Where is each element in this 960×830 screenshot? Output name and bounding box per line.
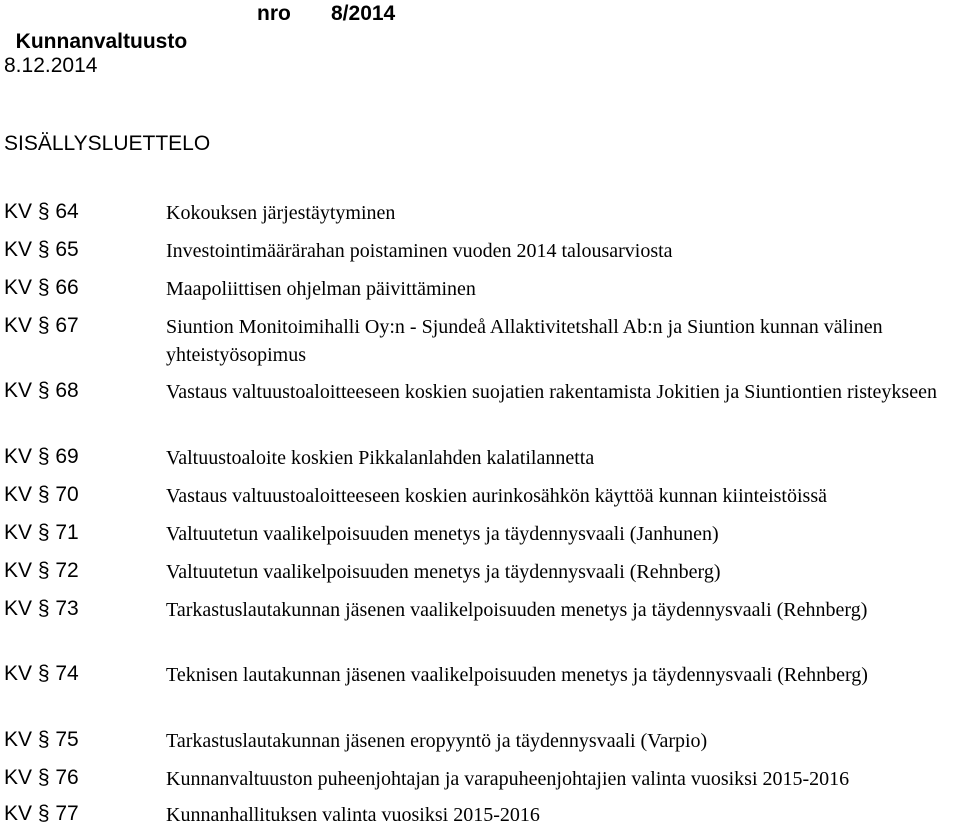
item-title: Kunnanhallituksen valinta vuosiksi 2015-2016 <box>166 804 540 826</box>
number-label: nro <box>257 2 291 25</box>
item-code: KV § 69 <box>4 445 79 468</box>
item-title: Valtuutetun vaalikelpoisuuden menetys ja täydennysvaali (Rehnberg) <box>166 561 721 583</box>
item-code: KV § 72 <box>4 559 79 582</box>
item-code: KV § 70 <box>4 483 79 506</box>
meeting-number: 8/2014 <box>331 2 396 25</box>
item-title: Kokouksen järjestäytyminen <box>166 202 396 224</box>
item-code: KV § 77 <box>4 802 79 825</box>
council-name: Kunnanvaltuusto <box>15 30 188 53</box>
item-code: KV § 65 <box>4 238 79 261</box>
item-code: KV § 68 <box>4 379 79 402</box>
item-code: KV § 73 <box>4 597 79 620</box>
item-code: KV § 71 <box>4 521 79 544</box>
toc-title: SISÄLLYSLUETTELO <box>4 132 211 155</box>
item-code: KV § 66 <box>4 276 79 299</box>
item-title: Tarkastuslautakunnan jäsenen eropyyntö ja täydennysvaali (Varpio) <box>166 730 708 752</box>
item-title: Vastaus valtuustoaloitteeseen koskien aurinkosähkön käyttöä kunnan kiinteistöissä <box>166 485 827 507</box>
item-title: Valtuustoaloite koskien Pikkalanlahden kalatilannetta <box>166 447 595 469</box>
item-title: Valtuutetun vaalikelpoisuuden menetys ja täydennysvaali (Janhunen) <box>166 523 719 545</box>
item-code: KV § 76 <box>4 766 79 789</box>
item-title: Maapoliittisen ohjelman päivittäminen <box>166 278 476 300</box>
item-title: Tarkastuslautakunnan jäsenen vaalikelpoisuuden menetys ja täydennysvaali (Rehnberg) <box>166 599 868 621</box>
item-title: Investointimäärärahan poistaminen vuoden 2014 talousarviosta <box>166 240 673 262</box>
meeting-date: 8.12.2014 <box>4 54 98 77</box>
item-code: KV § 75 <box>4 728 79 751</box>
item-title: Teknisen lautakunnan jäsenen vaalikelpoisuuden menetys ja täydennysvaali (Rehnberg) <box>166 664 868 686</box>
item-title: Vastaus valtuustoaloitteeseen koskien suojatien rakentamista Jokitien ja Siuntiontien risteykseen <box>166 381 937 403</box>
item-code: KV § 74 <box>4 662 79 685</box>
item-title: Kunnanvaltuuston puheenjohtajan ja varapuheenjohtajien valinta vuosiksi 2015-2016 <box>166 768 850 790</box>
item-title: Siuntion Monitoimihalli Oy:n - Sjundeå Allaktivitetshall Ab:n ja Siuntion kunnan välinen yhteistyösopimus <box>166 316 883 366</box>
item-code: KV § 64 <box>4 200 79 223</box>
item-code: KV § 67 <box>4 314 79 337</box>
